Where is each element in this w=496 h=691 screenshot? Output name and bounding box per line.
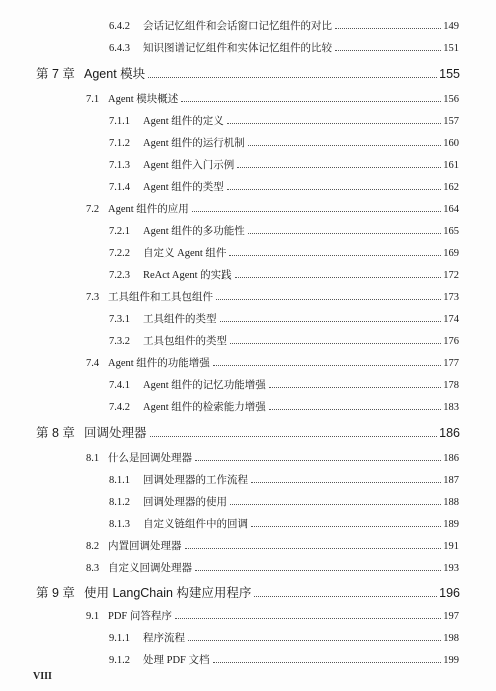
toc-entry-title: Agent 模块概述 bbox=[108, 94, 179, 105]
dot-leader bbox=[248, 232, 441, 234]
toc-entry-title: 内置回调处理器 bbox=[108, 541, 182, 552]
toc-entry-page: 173 bbox=[443, 292, 459, 303]
toc-entry-number: 8.2 bbox=[86, 541, 100, 552]
dot-leader bbox=[195, 569, 441, 571]
toc-entry-page: 199 bbox=[443, 655, 459, 666]
dot-leader bbox=[269, 408, 441, 410]
toc-entry-page: 161 bbox=[443, 160, 459, 171]
toc-entry-title: 知识图谱记忆组件和实体记忆组件的比较 bbox=[143, 43, 332, 54]
dot-leader bbox=[185, 547, 442, 549]
toc-entry-page: 165 bbox=[443, 226, 459, 237]
toc-entry-title: Agent 组件的应用 bbox=[108, 204, 189, 215]
toc-entry-number: 9.1 bbox=[86, 611, 100, 622]
toc-entry-number: 7.3.1 bbox=[109, 314, 130, 325]
toc-entry bbox=[109, 269, 459, 283]
toc-entry-title: Agent 组件的功能增强 bbox=[108, 358, 210, 369]
toc-entry-number: 7.4 bbox=[86, 358, 100, 369]
toc-entry-page: 187 bbox=[443, 475, 459, 486]
toc-entry-title: 处理 PDF 文档 bbox=[143, 655, 210, 666]
toc-entry-title: Agent 组件的检索能力增强 bbox=[143, 402, 266, 413]
toc-entry bbox=[86, 203, 459, 217]
toc-entry-number: 8.1 bbox=[86, 453, 100, 464]
toc-entry bbox=[86, 562, 459, 576]
toc-entry-number: 7.4.1 bbox=[109, 380, 130, 391]
toc-entry bbox=[86, 452, 459, 466]
toc-entry bbox=[109, 474, 459, 488]
toc-entry bbox=[109, 379, 459, 393]
dot-leader bbox=[230, 342, 441, 344]
dot-leader bbox=[220, 320, 442, 322]
toc-entry bbox=[109, 518, 459, 532]
toc-entry-title: 自定义 Agent 组件 bbox=[143, 248, 227, 259]
toc-entry-title: 工具组件的类型 bbox=[143, 314, 217, 325]
toc-entry bbox=[109, 20, 459, 34]
dot-leader bbox=[269, 386, 441, 388]
toc-entry bbox=[109, 137, 459, 151]
toc-entry-title: ReAct Agent 的实践 bbox=[143, 270, 232, 281]
toc-entry bbox=[109, 159, 459, 173]
toc-entry-number: 6.4.3 bbox=[109, 43, 130, 54]
toc-entry-page: 191 bbox=[443, 541, 459, 552]
toc-entry-number: 8.1.3 bbox=[109, 519, 130, 530]
toc-entry-page: 176 bbox=[443, 336, 459, 347]
toc-entry-page: 186 bbox=[443, 453, 459, 464]
toc-entry-page: 172 bbox=[443, 270, 459, 281]
toc-chapter bbox=[36, 66, 460, 82]
dot-leader bbox=[192, 210, 441, 212]
toc-entry-title: Agent 组件的类型 bbox=[143, 182, 224, 193]
toc-entry-number: 8.1.2 bbox=[109, 497, 130, 508]
toc-entry-title: PDF 问答程序 bbox=[108, 611, 172, 622]
toc-entry-title: Agent 组件的多功能性 bbox=[143, 226, 245, 237]
toc-entry-title: Agent 组件的运行机制 bbox=[143, 138, 245, 149]
toc-entry bbox=[86, 610, 459, 624]
dot-leader bbox=[227, 122, 441, 124]
dot-leader bbox=[150, 435, 438, 437]
toc-entry bbox=[86, 93, 459, 107]
dot-leader bbox=[248, 144, 441, 146]
dot-leader bbox=[148, 76, 437, 78]
toc-entry-page: 156 bbox=[443, 94, 459, 105]
toc-entry-title: 工具组件和工具包组件 bbox=[108, 292, 213, 303]
toc-chapter-title: 使用 LangChain 构建应用程序 bbox=[84, 586, 252, 600]
toc-entry-page: 164 bbox=[443, 204, 459, 215]
dot-leader bbox=[175, 617, 441, 619]
toc-entry-page: 183 bbox=[443, 402, 459, 413]
toc-entry bbox=[109, 181, 459, 195]
toc-entry-page: 198 bbox=[443, 633, 459, 644]
toc-entry-number: 8.3 bbox=[86, 563, 100, 574]
toc-entry-number: 9.1.2 bbox=[109, 655, 130, 666]
dot-leader bbox=[235, 276, 442, 278]
toc-entry-number: 7.2.3 bbox=[109, 270, 130, 281]
toc-chapter bbox=[36, 425, 460, 441]
toc-entry-page: 151 bbox=[443, 43, 459, 54]
toc-entry bbox=[109, 632, 459, 646]
dot-leader bbox=[230, 503, 441, 505]
toc-entry-number: 7.4.2 bbox=[109, 402, 130, 413]
toc-entry bbox=[109, 247, 459, 261]
toc-chapter-page: 186 bbox=[439, 426, 460, 440]
dot-leader bbox=[251, 481, 441, 483]
toc-chapter bbox=[36, 585, 460, 601]
toc-entry-title: 回调处理器的使用 bbox=[143, 497, 227, 508]
toc-entry-page: 178 bbox=[443, 380, 459, 391]
toc-chapter-number: 第 8 章 bbox=[36, 426, 75, 440]
toc-entry-number: 6.4.2 bbox=[109, 21, 130, 32]
page-number-label: VIII bbox=[33, 671, 52, 682]
toc-entry-number: 7.1.1 bbox=[109, 116, 130, 127]
toc-entry bbox=[109, 225, 459, 239]
toc-entry-number: 7.3.2 bbox=[109, 336, 130, 347]
dot-leader bbox=[188, 639, 441, 641]
toc-entry bbox=[109, 115, 459, 129]
toc-entry-number: 7.2 bbox=[86, 204, 100, 215]
toc-chapter-number: 第 9 章 bbox=[36, 586, 75, 600]
toc-entry-title: 自定义回调处理器 bbox=[108, 563, 192, 574]
toc-entry-title: 会话记忆组件和会话窗口记忆组件的对比 bbox=[143, 21, 332, 32]
dot-leader bbox=[195, 459, 441, 461]
toc-entry bbox=[109, 335, 459, 349]
toc-entry bbox=[86, 540, 459, 554]
toc-entry bbox=[86, 357, 459, 371]
toc-entry bbox=[86, 291, 459, 305]
toc-entry-page: 162 bbox=[443, 182, 459, 193]
toc-entry-number: 7.1.3 bbox=[109, 160, 130, 171]
toc-entry bbox=[109, 42, 459, 56]
toc-entry-number: 9.1.1 bbox=[109, 633, 130, 644]
toc-entry-number: 7.1.4 bbox=[109, 182, 130, 193]
toc-chapter-title: Agent 模块 bbox=[84, 67, 146, 81]
toc-entry-number: 7.1.2 bbox=[109, 138, 130, 149]
toc-entry-title: 回调处理器的工作流程 bbox=[143, 475, 248, 486]
toc-entry-page: 160 bbox=[443, 138, 459, 149]
toc-entry-page: 197 bbox=[443, 611, 459, 622]
toc-entry-page: 174 bbox=[443, 314, 459, 325]
dot-leader bbox=[227, 188, 441, 190]
dot-leader bbox=[335, 27, 441, 29]
dot-leader bbox=[216, 298, 441, 300]
dot-leader bbox=[213, 364, 441, 366]
dot-leader bbox=[254, 595, 437, 597]
toc-chapter-title: 回调处理器 bbox=[84, 426, 147, 440]
toc-entry-page: 177 bbox=[443, 358, 459, 369]
toc-entry-page: 189 bbox=[443, 519, 459, 530]
toc-entry-title: 什么是回调处理器 bbox=[108, 453, 192, 464]
dot-leader bbox=[213, 661, 442, 663]
toc-entry-page: 169 bbox=[443, 248, 459, 259]
toc-entry bbox=[109, 654, 459, 668]
toc-entry-number: 7.2.2 bbox=[109, 248, 130, 259]
toc-entry bbox=[109, 313, 459, 327]
toc-chapter-number: 第 7 章 bbox=[36, 67, 75, 81]
dot-leader bbox=[237, 166, 441, 168]
dot-leader bbox=[335, 49, 441, 51]
toc-entry-page: 193 bbox=[443, 563, 459, 574]
toc-entry-number: 7.2.1 bbox=[109, 226, 130, 237]
toc-entry bbox=[109, 496, 459, 510]
toc-entry-number: 7.3 bbox=[86, 292, 100, 303]
dot-leader bbox=[229, 254, 441, 256]
toc-entry-page: 157 bbox=[443, 116, 459, 127]
toc-entry-title: 自定义链组件中的回调 bbox=[143, 519, 248, 530]
toc-chapter-page: 196 bbox=[439, 586, 460, 600]
toc-entry-number: 8.1.1 bbox=[109, 475, 130, 486]
toc-entry-title: Agent 组件的定义 bbox=[143, 116, 224, 127]
toc-entry-title: 程序流程 bbox=[143, 633, 185, 644]
toc-entry-page: 188 bbox=[443, 497, 459, 508]
dot-leader bbox=[181, 100, 441, 102]
toc-chapter-page: 155 bbox=[439, 67, 460, 81]
toc-entry bbox=[109, 401, 459, 415]
toc-entry-title: 工具包组件的类型 bbox=[143, 336, 227, 347]
toc-entry-number: 7.1 bbox=[86, 94, 100, 105]
toc-entry-title: Agent 组件入门示例 bbox=[143, 160, 235, 171]
dot-leader bbox=[251, 525, 441, 527]
toc-entry-page: 149 bbox=[443, 21, 459, 32]
toc-entry-title: Agent 组件的记忆功能增强 bbox=[143, 380, 266, 391]
